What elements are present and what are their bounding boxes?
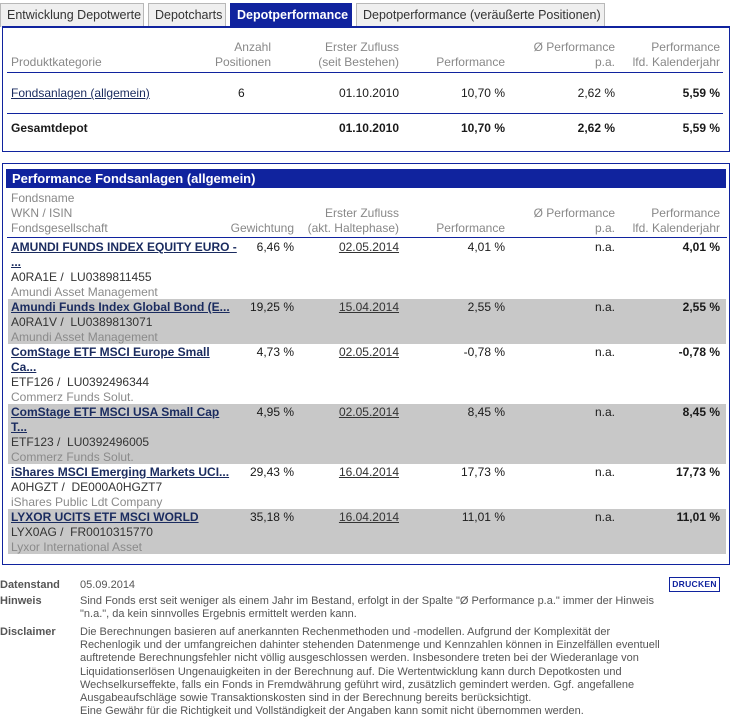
col-header-performance: Performance [436, 55, 505, 69]
col-header-erster-zufluss: Erster Zufluss (seit Bestehen) [318, 40, 399, 69]
header-divider [7, 72, 723, 73]
fund-performance-pa: n.a. [594, 345, 615, 359]
fund-company: Lyxor International Asset [11, 540, 142, 554]
total-performance-pa: 2,62 % [577, 121, 615, 135]
col-header-performance-pa: Ø Performance p.a. [533, 40, 615, 69]
disclaimer-text: Die Berechnungen basieren auf anerkannten Rechenmethoden und -modellen. Aufgrund der Komplexität der Rechenlogik und der umfangreichen dahinter stehenden Datenmenge und Kennzahlen können in Einzelfällen eventuell auftretende Berechnungsfehler nicht völlig ausgeschlossen werden. Insbesondere treten bei der Wiederanlage von Liquidationserlösen Ungenauigkeiten in der Berechnung auf. Die Wertentwicklung kann durch Depotkosten und Wechselkurseffekte, falls ein Fonds in Fremdwährung geführt wird, zusätzlich gemindert werden. Ggf. angefallene Ausgabeaufschläge sowie Transaktionskosten sind in der Berechnung bereits berücksichtigt. Eine Gewähr für die Richtigkeit und Vollständigkeit der Angaben kann somit nicht übernommen werden. [80, 626, 660, 718]
fund-performance-panel [2, 163, 730, 565]
tab-bar [0, 3, 732, 27]
fund-performance-kj: 2,55 % [682, 300, 720, 314]
fund-name-link-cont[interactable]: T... [11, 420, 28, 434]
fund-wkn-isin: A0RA1V / LU0389813071 [11, 315, 153, 329]
fund-performance-pa: n.a. [594, 405, 615, 419]
fund-row [8, 404, 726, 464]
fund-zufluss-link[interactable]: 15.04.2014 [338, 300, 399, 314]
fund-performance: 4,01 % [467, 240, 505, 254]
fund-gewichtung: 4,95 % [256, 405, 294, 419]
fund-performance-pa: n.a. [594, 240, 615, 254]
fund-zufluss-link[interactable]: 02.05.2014 [338, 405, 399, 419]
fund-row [8, 344, 726, 404]
hinweis-text: Sind Fonds erst seit weniger als einem Jahr im Bestand, erfolgt in der Spalte "Ø Performance p.a." immer der Hinweis "n.a.", da kein sinnvolles Ergebnis ermittelt werden kann. [80, 595, 654, 621]
fund-performance: 17,73 % [460, 465, 505, 479]
fund-performance: -0,78 % [463, 345, 505, 359]
fund-performance: 8,45 % [467, 405, 505, 419]
tab-depotperformance-veraeusserte[interactable]: Depotperformance (veräußerte Positionen) [356, 3, 605, 27]
fund-performance: 2,55 % [467, 300, 505, 314]
fund-performance-kj: -0,78 % [678, 345, 720, 359]
col-header-anzahl: Anzahl Positionen [214, 40, 271, 69]
fund-company: iShares Public Ldt Company [11, 495, 163, 509]
col-header-fondsname: Fondsname WKN / ISIN Fondsgesellschaft [11, 191, 108, 235]
fund-name-link[interactable]: ComStage ETF MSCI USA Small Cap [11, 405, 220, 419]
fund-company: Commerz Funds Solut. [11, 450, 134, 464]
fund-company: Commerz Funds Solut. [11, 390, 134, 404]
fund-zufluss-link[interactable]: 02.05.2014 [338, 240, 399, 254]
total-label: Gesamtdepot [11, 121, 88, 135]
zufluss-value: 01.10.2010 [338, 86, 399, 100]
fund-company: Amundi Asset Management [11, 285, 158, 299]
col-header-fund-zufluss: Erster Zufluss (akt. Haltephase) [307, 206, 399, 235]
fund-performance-pa: n.a. [594, 300, 615, 314]
disclaimer-label: Disclaimer [0, 626, 56, 638]
fund-wkn-isin: ETF123 / LU0392496005 [11, 435, 150, 449]
performance-pa-value: 2,62 % [577, 86, 615, 100]
datenstand-label: Datenstand [0, 579, 60, 591]
tab-entwicklung-depotwerte[interactable]: Entwicklung Depotwerte [0, 3, 144, 27]
fund-zufluss-link[interactable]: 02.05.2014 [338, 345, 399, 359]
total-zufluss: 01.10.2010 [338, 121, 399, 135]
col-header-fund-performance: Performance [436, 221, 505, 235]
fund-gewichtung: 6,46 % [256, 240, 294, 254]
fund-performance-kj: 17,73 % [675, 465, 720, 479]
fund-performance-pa: n.a. [594, 510, 615, 524]
fund-zufluss-link[interactable]: 16.04.2014 [338, 510, 399, 524]
fund-performance-pa: n.a. [594, 465, 615, 479]
fund-gewichtung: 35,18 % [249, 510, 294, 524]
fund-performance-kj: 8,45 % [682, 405, 720, 419]
performance-value: 10,70 % [460, 86, 505, 100]
fund-panel-title: Performance Fondsanlagen (allgemein) [6, 169, 726, 188]
col-header-gewichtung: Gewichtung [230, 221, 294, 235]
fund-gewichtung: 4,73 % [256, 345, 294, 359]
fund-wkn-isin: A0HGZT / DE000A0HGZT7 [11, 480, 163, 494]
fund-performance: 11,01 % [461, 510, 505, 524]
tab-depotperformance[interactable]: Depotperformance [230, 3, 352, 27]
fund-name-link[interactable]: ComStage ETF MSCI Europe Small [11, 345, 210, 359]
datenstand-value: 05.09.2014 [80, 579, 136, 591]
fund-name-link[interactable]: Amundi Funds Index Global Bond (E... [11, 300, 230, 314]
performance-kj-value: 5,59 % [682, 86, 720, 100]
anzahl-value: 6 [238, 86, 245, 100]
fund-row [8, 299, 726, 344]
fund-name-link[interactable]: iShares MSCI Emerging Markets UCI... [11, 465, 230, 479]
fund-row [8, 509, 726, 554]
tab-depotcharts[interactable]: Depotcharts [148, 3, 226, 27]
fund-gewichtung: 19,25 % [249, 300, 294, 314]
col-header-fund-performance-kj: Performance lfd. Kalenderjahr [632, 206, 720, 235]
fund-row [8, 239, 726, 299]
col-header-fund-performance-pa: Ø Performance p.a. [533, 206, 615, 235]
fund-name-link-cont[interactable]: ... [11, 255, 22, 269]
fund-wkn-isin: A0RA1E / LU0389811455 [11, 270, 152, 284]
total-performance: 10,70 % [460, 121, 505, 135]
fund-zufluss-link[interactable]: 16.04.2014 [338, 465, 399, 479]
fund-performance-kj: 11,01 % [676, 510, 720, 524]
fund-company: Amundi Asset Management [11, 330, 158, 344]
fund-wkn-isin: ETF126 / LU0392496344 [11, 375, 150, 389]
hinweis-label: Hinweis [0, 595, 42, 607]
fund-header-divider [7, 237, 727, 238]
total-performance-kj: 5,59 % [682, 121, 720, 135]
fund-name-link[interactable]: AMUNDI FUNDS INDEX EQUITY EURO - [11, 240, 237, 254]
fund-name-link-cont[interactable]: Ca... [11, 360, 37, 374]
fund-performance-kj: 4,01 % [682, 240, 720, 254]
fund-name-link[interactable]: LYXOR UCITS ETF MSCI WORLD [11, 510, 199, 524]
col-header-produktkategorie: Produktkategorie [11, 55, 102, 69]
total-divider [7, 113, 723, 114]
fund-wkn-isin: LYX0AG / FR0010315770 [11, 525, 153, 539]
link-fondsanlagen-allgemein[interactable]: Fondsanlagen (allgemein) [11, 86, 150, 100]
fund-gewichtung: 29,43 % [249, 465, 294, 479]
print-button[interactable]: DRUCKEN [669, 577, 720, 592]
fund-row [8, 464, 726, 509]
summary-panel [2, 26, 730, 152]
col-header-performance-kalenderjahr: Performance lfd. Kalenderjahr [632, 40, 720, 69]
